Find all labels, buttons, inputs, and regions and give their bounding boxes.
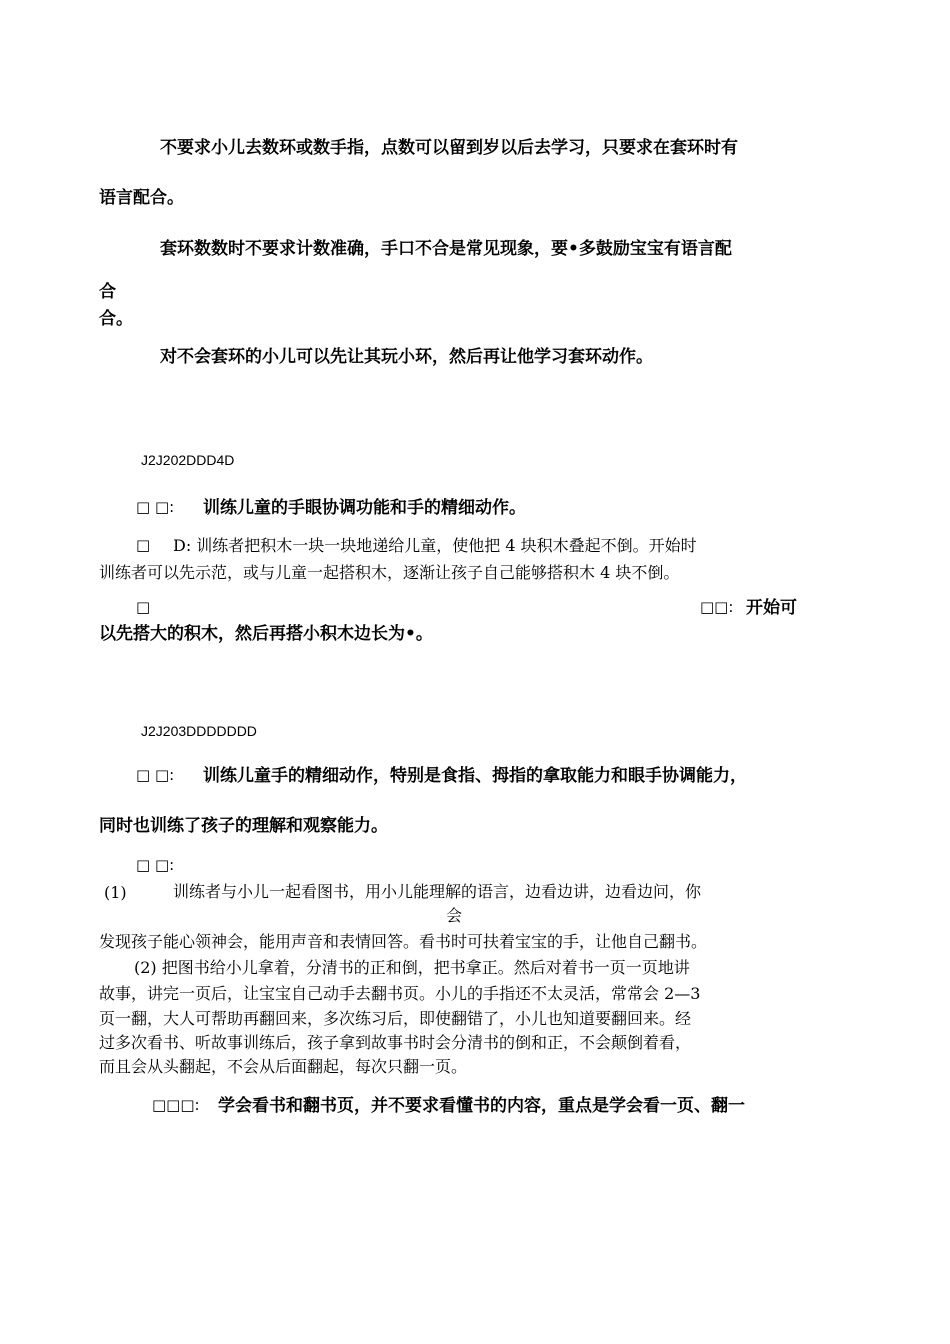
section1-code: J2J202DDD4D xyxy=(141,452,235,468)
section1-goal-marks: □ □: xyxy=(136,498,175,516)
section2-step1-number: (1) xyxy=(104,883,127,902)
section1-method-marks: □ xyxy=(136,536,151,554)
para1-line1: 不要求小儿去数环或数手指，点数可以留到岁以后去学习，只要求在套环时有 xyxy=(160,138,738,158)
section2-goal-marks: □ □: xyxy=(136,766,175,784)
section2-note: 学会看书和翻书页，并不要求看懂书的内容，重点是学会看一页、翻一 xyxy=(218,1096,745,1116)
para2-line2: 合 xyxy=(99,282,116,302)
section2-step2-line4: 过多次看书、听故事训练后，孩子拿到故事书时会分清书的倒和正，不会颠倒着看， xyxy=(99,1033,692,1052)
para1-line2: 语言配合。 xyxy=(99,188,184,208)
para3: 对不会套环的小儿可以先让其玩小环，然后再让他学习套环动作。 xyxy=(160,347,653,367)
section1-note-mark-left: □ xyxy=(136,598,151,616)
para2-line1: 套环数数时不要求计数准确，手口不合是常见现象，要•多鼓励宝宝有语言配 xyxy=(160,239,732,259)
section2-step1-wrap: 会 xyxy=(446,906,463,925)
section1-note-tail: 开始可 xyxy=(746,598,797,618)
section1-note-line2: 以先搭大的积木，然后再搭小积木边长为•。 xyxy=(99,624,433,644)
section2-method-marks: □ □: xyxy=(136,856,175,874)
section1-note-marks-right: □□: xyxy=(700,598,734,616)
section2-step2-line1: (2) 把图书给小儿拿着，分清书的正和倒，把书拿正。然后对着书一页一页地讲 xyxy=(134,958,690,977)
para2-line3: 合。 xyxy=(99,309,133,329)
section2-step2-line5: 而且会从头翻起，不会从后面翻起，每次只翻一页。 xyxy=(99,1057,468,1076)
section1-method-line1: D: 训练者把积木一块一块地递给儿童，使他把 4 块积木叠起不倒。开始时 xyxy=(173,536,697,555)
section2-code: J2J203DDDDDDD xyxy=(141,723,257,739)
section1-method-line2: 训练者可以先示范，或与儿童一起搭积木，逐渐让孩子自己能够搭积木 4 块不倒。 xyxy=(99,563,680,582)
section2-step2-line2: 故事，讲完一页后，让宝宝自己动手去翻书页。小儿的手指还不太灵活，常常会 2—3 xyxy=(99,984,701,1003)
section2-step1-line1: 训练者与小儿一起看图书，用小儿能理解的语言，边看边讲，边看边问，你 xyxy=(173,882,702,901)
section2-step2-line3: 页一翻，大人可帮助再翻回来，多次练习后，即使翻错了，小儿也知道要翻回来。经 xyxy=(99,1009,692,1028)
section2-step1-line2: 发现孩子能心领神会，能用声音和表情回答。看书时可扶着宝宝的手，让他自己翻书。 xyxy=(99,932,708,951)
section2-note-marks: □□□: xyxy=(152,1096,200,1114)
section2-goal-line2: 同时也训练了孩子的理解和观察能力。 xyxy=(99,816,388,836)
section2-goal-line1: 训练儿童手的精细动作，特别是食指、拇指的拿取能力和眼手协调能力， xyxy=(203,766,747,786)
section1-goal: 训练儿童的手眼协调功能和手的精细动作。 xyxy=(203,498,526,518)
